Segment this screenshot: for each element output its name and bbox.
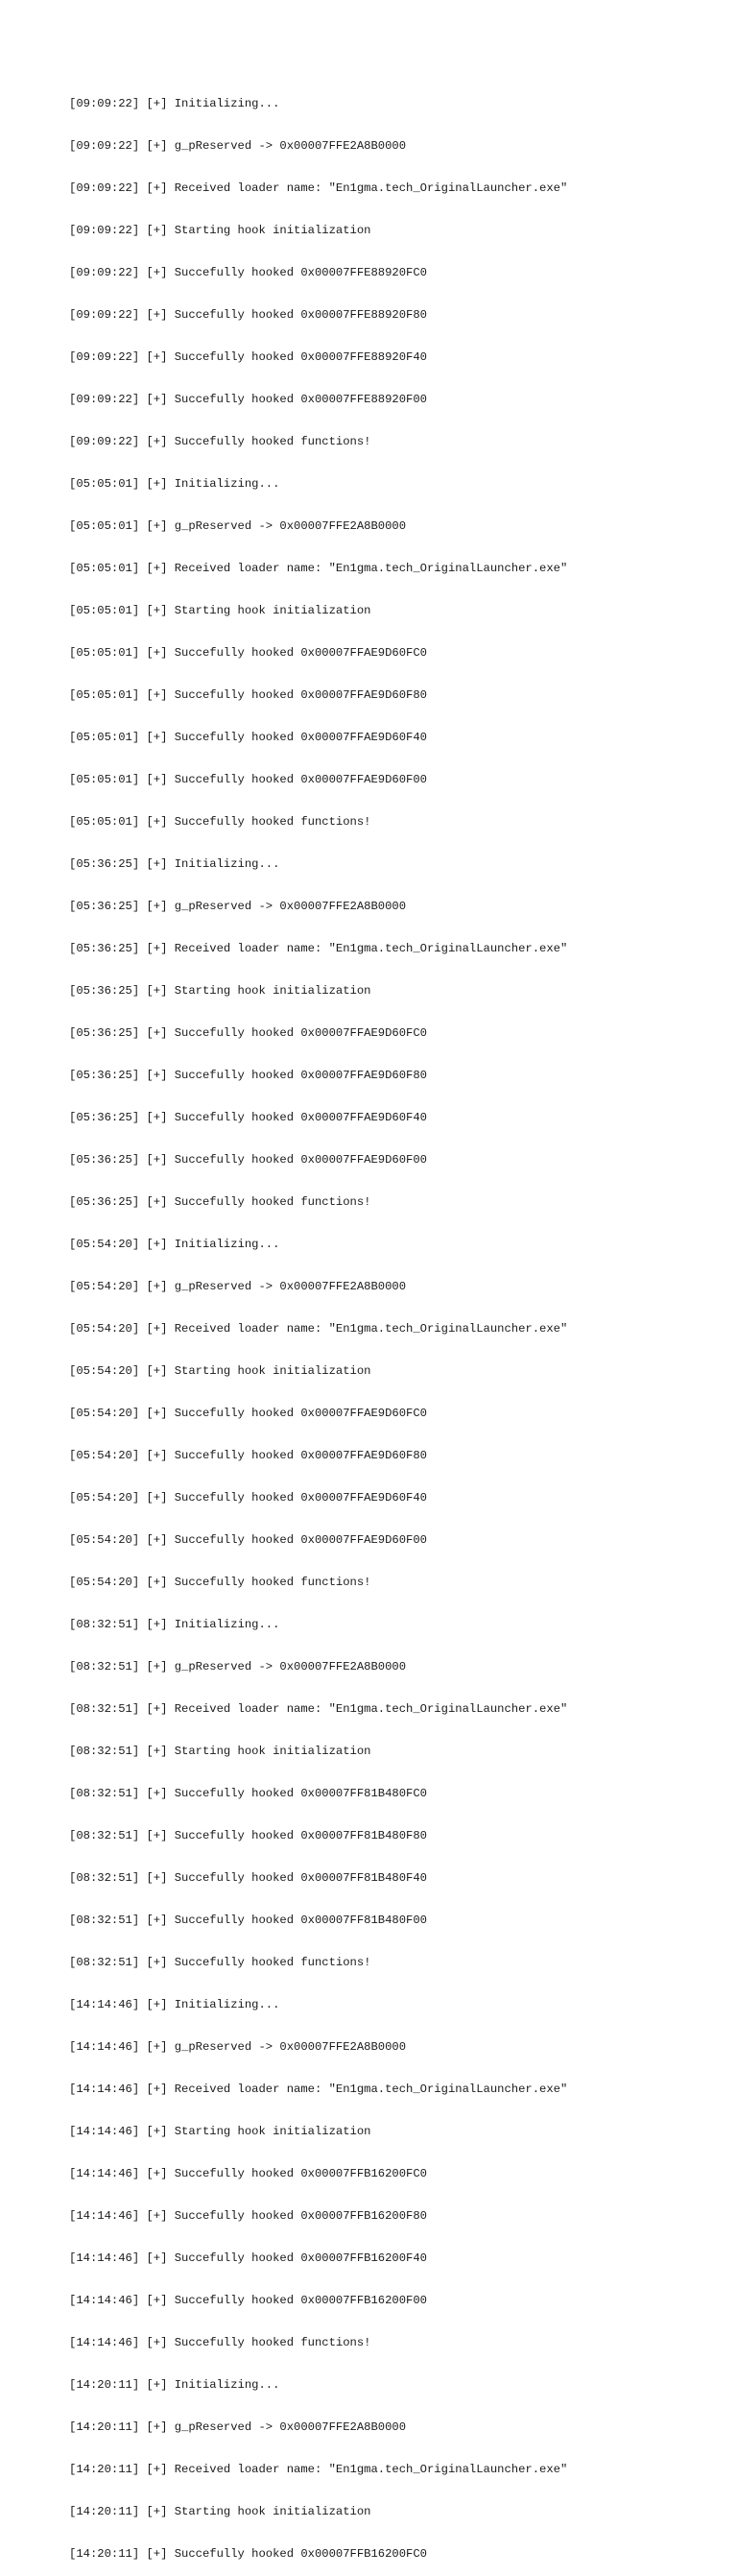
log-text bbox=[69, 69, 567, 2576]
log-line: [08:32:51] [+] Succefully hooked functions! bbox=[69, 1956, 371, 1970]
log-line: [14:14:46] [+] Starting hook initialization bbox=[69, 2125, 371, 2139]
log-line: [14:14:46] [+] Received loader name: "En1gma.tech_OriginalLauncher.exe" bbox=[69, 2082, 568, 2097]
log-line: [05:36:25] [+] Succefully hooked 0x00007FFAE9D60FC0 bbox=[69, 1026, 427, 1041]
log-line: [05:54:20] [+] Succefully hooked 0x00007FFAE9D60F80 bbox=[69, 1449, 427, 1463]
log-line: [05:54:20] [+] Succefully hooked 0x00007FFAE9D60F00 bbox=[69, 1533, 427, 1548]
log-line: [09:09:22] [+] Succefully hooked 0x00007FFE88920F40 bbox=[69, 350, 427, 365]
log-line: [14:20:11] [+] Received loader name: "En1gma.tech_OriginalLauncher.exe" bbox=[69, 2463, 568, 2477]
log-line: [14:20:11] [+] Succefully hooked 0x00007FFB16200FC0 bbox=[69, 2547, 427, 2562]
log-line: [05:36:25] [+] Succefully hooked functions! bbox=[69, 1195, 371, 1210]
log-line: [05:54:20] [+] Starting hook initialization bbox=[69, 1364, 371, 1379]
log-line: [08:32:51] [+] g_pReserved -> 0x00007FFE2A8B0000 bbox=[69, 1660, 407, 1674]
log-line: [05:54:20] [+] Succefully hooked 0x00007FFAE9D60FC0 bbox=[69, 1407, 427, 1421]
log-line: [05:05:01] [+] Received loader name: "En1gma.tech_OriginalLauncher.exe" bbox=[69, 562, 568, 576]
log-line: [05:36:25] [+] Starting hook initialization bbox=[69, 984, 371, 999]
log-line: [05:54:20] [+] Initializing... bbox=[69, 1238, 280, 1252]
log-line: [14:14:46] [+] Succefully hooked 0x00007FFB16200F00 bbox=[69, 2294, 427, 2308]
log-line: [05:05:01] [+] Succefully hooked 0x00007FFAE9D60F80 bbox=[69, 688, 427, 703]
log-line: [05:54:20] [+] Succefully hooked 0x00007FFAE9D60F40 bbox=[69, 1491, 427, 1505]
log-line: [14:14:46] [+] g_pReserved -> 0x00007FFE2A8B0000 bbox=[69, 2040, 407, 2055]
log-line: [08:32:51] [+] Initializing... bbox=[69, 1618, 280, 1632]
log-line: [08:32:51] [+] Succefully hooked 0x00007FF81B480F40 bbox=[69, 1871, 427, 1886]
log-line: [09:09:22] [+] Succefully hooked 0x00007FFE88920F00 bbox=[69, 393, 427, 407]
log-line: [05:05:01] [+] Initializing... bbox=[69, 477, 280, 492]
log-line: [14:14:46] [+] Succefully hooked 0x00007FFB16200FC0 bbox=[69, 2167, 427, 2181]
log-line: [09:09:22] [+] Starting hook initialization bbox=[69, 224, 371, 238]
log-line: [05:36:25] [+] Succefully hooked 0x00007FFAE9D60F80 bbox=[69, 1069, 427, 1083]
log-line: [05:05:01] [+] Succefully hooked 0x00007FFAE9D60F00 bbox=[69, 773, 427, 787]
log-line: [14:14:46] [+] Succefully hooked functions! bbox=[69, 2336, 371, 2350]
log-line: [05:36:25] [+] Initializing... bbox=[69, 857, 280, 872]
log-line: [08:32:51] [+] Succefully hooked 0x00007FF81B480F00 bbox=[69, 1914, 427, 1928]
log-line: [09:09:22] [+] Received loader name: "En1gma.tech_OriginalLauncher.exe" bbox=[69, 181, 568, 196]
log-line: [05:36:25] [+] Succefully hooked 0x00007FFAE9D60F00 bbox=[69, 1153, 427, 1168]
log-line: [09:09:22] [+] g_pReserved -> 0x00007FFE2A8B0000 bbox=[69, 139, 407, 154]
log-line: [14:20:11] [+] Starting hook initialization bbox=[69, 2505, 371, 2519]
log-line: [08:32:51] [+] Received loader name: "En1gma.tech_OriginalLauncher.exe" bbox=[69, 1702, 568, 1717]
log-line: [05:05:01] [+] g_pReserved -> 0x00007FFE2A8B0000 bbox=[69, 519, 407, 534]
log-line: [08:32:51] [+] Succefully hooked 0x00007FF81B480FC0 bbox=[69, 1787, 427, 1801]
log-line: [09:09:22] [+] Succefully hooked functions! bbox=[69, 435, 371, 449]
log-line: [14:20:11] [+] Initializing... bbox=[69, 2378, 280, 2393]
log-line: [05:54:20] [+] Succefully hooked functions! bbox=[69, 1576, 371, 1590]
log-line: [14:14:46] [+] Initializing... bbox=[69, 1998, 280, 2012]
log-line: [14:14:46] [+] Succefully hooked 0x00007FFB16200F80 bbox=[69, 2209, 427, 2224]
log-line: [08:32:51] [+] Succefully hooked 0x00007FF81B480F80 bbox=[69, 1829, 427, 1843]
log-line: [09:09:22] [+] Succefully hooked 0x00007FFE88920F80 bbox=[69, 308, 427, 323]
log-line: [05:05:01] [+] Starting hook initialization bbox=[69, 604, 371, 618]
log-line: [09:09:22] [+] Succefully hooked 0x00007FFE88920FC0 bbox=[69, 266, 427, 280]
log-line: [09:09:22] [+] Initializing... bbox=[69, 97, 280, 111]
log-line: [05:36:25] [+] Succefully hooked 0x00007FFAE9D60F40 bbox=[69, 1111, 427, 1125]
log-line: [05:36:25] [+] Received loader name: "En1gma.tech_OriginalLauncher.exe" bbox=[69, 942, 568, 956]
log-line: [05:54:20] [+] Received loader name: "En1gma.tech_OriginalLauncher.exe" bbox=[69, 1322, 568, 1336]
log-line: [05:05:01] [+] Succefully hooked functions! bbox=[69, 815, 371, 830]
log-line: [14:20:11] [+] g_pReserved -> 0x00007FFE2A8B0000 bbox=[69, 2420, 407, 2435]
log-line: [05:05:01] [+] Succefully hooked 0x00007FFAE9D60FC0 bbox=[69, 646, 427, 661]
log-line: [05:54:20] [+] g_pReserved -> 0x00007FFE2A8B0000 bbox=[69, 1280, 407, 1294]
log-line: [05:05:01] [+] Succefully hooked 0x00007FFAE9D60F40 bbox=[69, 731, 427, 745]
log-line: [08:32:51] [+] Starting hook initialization bbox=[69, 1745, 371, 1759]
log-line: [14:14:46] [+] Succefully hooked 0x00007FFB16200F40 bbox=[69, 2251, 427, 2266]
log-line: [05:36:25] [+] g_pReserved -> 0x00007FFE2A8B0000 bbox=[69, 900, 407, 914]
